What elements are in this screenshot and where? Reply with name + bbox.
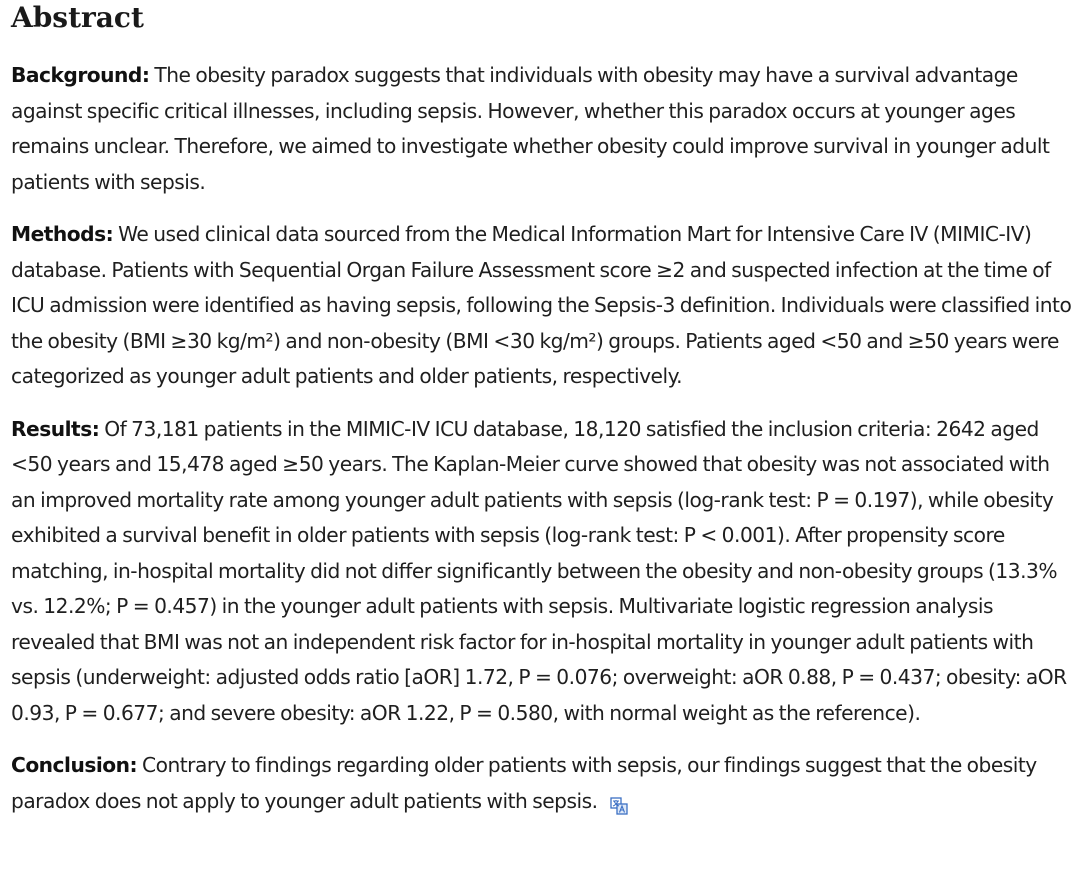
methods-paragraph xyxy=(11,217,1075,395)
results-text: Of 73,181 patients in the MIMIC-IV ICU database, 18,120 satisfied the inclusion criteria: 2642 aged <50 years and 15,478 aged ≥50 years. The Kaplan-Meier curve showed that obesity was not associated with an improved mortality rate among younger adult patients with sepsis (log-rank test: P = 0.197), while obesity exhibited a survival benefit in older patients with sepsis (log-rank test: P < 0.001). After propensity score matching, in-hospital mortality did not differ significantly between the obesity and non-obesity groups (13.3% vs. 12.2%; P = 0.457) in the younger adult patients with sepsis. Multivariate logistic regression analysis revealed that BMI was not an independent risk factor for in-hospital mortality in younger adult patients with sepsis (underweight: adjusted odds ratio [aOR] 1.72, P = 0.076; overweight: aOR 0.88, P = 0.437; obesity: aOR 0.93, P = 0.677; and severe obesity: aOR 1.22, P = 0.580, with normal weight as the reference). xyxy=(11,416,1067,725)
methods-text: We used clinical data sourced from the Medical Information Mart for Intensive Care IV (MIMIC-IV) database. Patients with Sequential Organ Failure Assessment score ≥2 and suspected infection at the time of ICU admission were identified as having sepsis, following the Sepsis-3 definition. Individuals were classified into the obesity (BMI ≥30 kg/m²) and non-obesity (BMI <30 kg/m²) groups. Patients aged <50 and ≥50 years were categorized as younger adult patients and older patients, respectively. xyxy=(11,222,1072,388)
background-text: The obesity paradox suggests that individuals with obesity may have a survival advantage against specific critical illnesses, including sepsis. However, whether this paradox occurs at younger ages remains unclear. Therefore, we aimed to investigate whether obesity could improve survival in younger adult patients with sepsis. xyxy=(11,63,1050,194)
conclusion-label: Conclusion: xyxy=(11,753,138,777)
abstract-heading: Abstract xyxy=(11,1,144,34)
background-label: Background: xyxy=(11,63,150,87)
conclusion-paragraph xyxy=(11,748,1075,819)
conclusion-text: Contrary to findings regarding older patients with sepsis, our findings suggest that the obesity paradox does not apply to younger adult patients with sepsis. xyxy=(11,753,1037,813)
results-paragraph xyxy=(11,412,1075,732)
results-label: Results: xyxy=(11,416,100,441)
abstract-section xyxy=(11,0,1075,836)
translate-icon[interactable] xyxy=(610,791,628,809)
methods-label: Methods: xyxy=(11,222,114,246)
background-paragraph xyxy=(11,58,1075,200)
